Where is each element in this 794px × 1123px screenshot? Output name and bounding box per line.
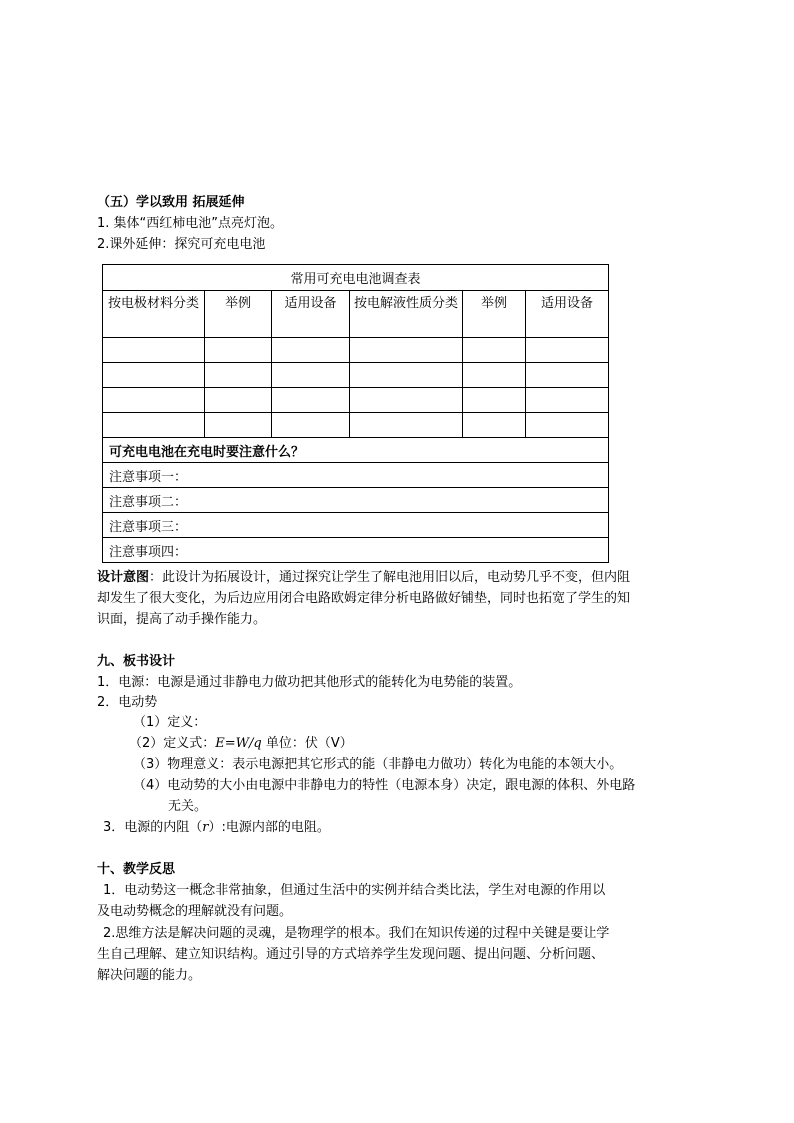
board-sub-4-line-1: （4）电动势的大小由电源中非静电力的特性（电源本身）决定，跟电源的体积、外电路: [133, 778, 636, 793]
table-cell: [103, 413, 205, 438]
design-intent-line-3: 识面，提高了动手操作能力。: [97, 612, 267, 627]
table-cell: [350, 363, 463, 388]
column-header: 按电极材料分类: [103, 291, 205, 338]
column-header: 适用设备: [526, 291, 609, 338]
section-item-2: 2.课外延伸：探究可充电电池: [97, 237, 266, 252]
board-item-1: 1．电源：电源是通过非静电力做功把其他形式的能转化为电势能的装置。: [97, 675, 522, 690]
column-header: 举例: [205, 291, 272, 338]
reflection-p2-line-3: 解决问题的能力。: [97, 968, 202, 983]
section-item-1: 1. 集体“西红柿电池”点亮灯泡。: [97, 216, 284, 231]
table-title: 常用可充电电池调查表: [103, 265, 609, 291]
board-sub-2-prefix: （2）定义式：: [129, 736, 216, 751]
board-item-3: [103, 818, 330, 838]
emf-formula: E=W/q: [215, 736, 262, 751]
note-item-2: 注意事项二：: [103, 488, 609, 513]
board-item-3-prefix: 3．电源的内阻（: [103, 820, 203, 835]
table-cell: [526, 338, 609, 363]
board-sub-2-unit: 单位：伏（V）: [261, 736, 353, 751]
note-item-1: 注意事项一：: [103, 463, 609, 488]
table-cell: [272, 338, 350, 363]
board-item-3-suffix: ）:电源内部的电阻。: [208, 820, 330, 835]
board-sub-3: （3）物理意义：表示电源把其它形式的能（非静电力做功）转化为电能的本领大小。: [133, 757, 623, 772]
table-cell: [272, 363, 350, 388]
reflection-p1-line-2: 及电动势概念的理解就没有问题。: [97, 904, 293, 919]
table-row: [103, 388, 609, 413]
resistance-symbol: r: [202, 820, 209, 835]
table-row: [103, 413, 609, 438]
table-cell: [526, 413, 609, 438]
table-cell: [272, 388, 350, 413]
table-cell: [103, 363, 205, 388]
table-row: [103, 363, 609, 388]
table-cell: [526, 388, 609, 413]
column-header: 适用设备: [272, 291, 350, 338]
note-item-3: 注意事项三：: [103, 513, 609, 538]
table-cell: [205, 413, 272, 438]
table-cell: [463, 338, 526, 363]
design-intent-text: ：此设计为拓展设计，通过探究让学生了解电池用旧以后，电动势几乎不变，但内阻: [149, 570, 631, 585]
column-header: 举例: [463, 291, 526, 338]
table-cell: [463, 413, 526, 438]
table-row: [103, 338, 609, 363]
reflection-p2-line-1: 2.思维方法是解决问题的灵魂，是物理学的根本。我们在知识传递的过程中关键是要让学: [103, 926, 610, 941]
table-question: 可充电电池在充电时要注意什么？: [103, 438, 609, 463]
table-cell: [463, 363, 526, 388]
table-cell: [205, 363, 272, 388]
board-design-heading: 九、板书设计: [97, 654, 176, 669]
board-item-2: 2．电动势: [97, 695, 158, 710]
section-heading: （五）学以致用 拓展延伸: [97, 195, 245, 210]
board-sub-1: （1）定义：: [133, 715, 207, 730]
board-sub-4-line-2: 无关。: [168, 799, 208, 814]
reflection-p1-line-1: 1．电动势这一概念非常抽象，但通过生活中的实例并结合类比法，学生对电源的作用以: [103, 883, 606, 898]
design-intent-line-1: [97, 568, 630, 588]
reflection-heading: 十、教学反思: [97, 862, 176, 877]
table-cell: [526, 363, 609, 388]
table-cell: [205, 388, 272, 413]
table-cell: [350, 388, 463, 413]
table-cell: [103, 338, 205, 363]
table-cell: [463, 388, 526, 413]
design-intent-line-2: 却发生了很大变化，为后边应用闭合电路欧姆定律分析电路做好铺垫，同时也拓宽了学生的知: [97, 591, 631, 606]
design-intent-label: 设计意图: [97, 570, 150, 585]
reflection-p2-line-2: 生自己理解、建立知识结构。通过引导的方式培养学生发现问题、提出问题、分析问题、: [97, 947, 605, 962]
note-item-4: 注意事项四：: [103, 538, 609, 563]
table-cell: [350, 413, 463, 438]
table-cell: [103, 388, 205, 413]
table-cell: [350, 338, 463, 363]
survey-table: [102, 264, 609, 563]
table-cell: [205, 338, 272, 363]
column-header: 按电解液性质分类: [350, 291, 463, 338]
table-cell: [272, 413, 350, 438]
board-sub-2: [129, 734, 353, 754]
